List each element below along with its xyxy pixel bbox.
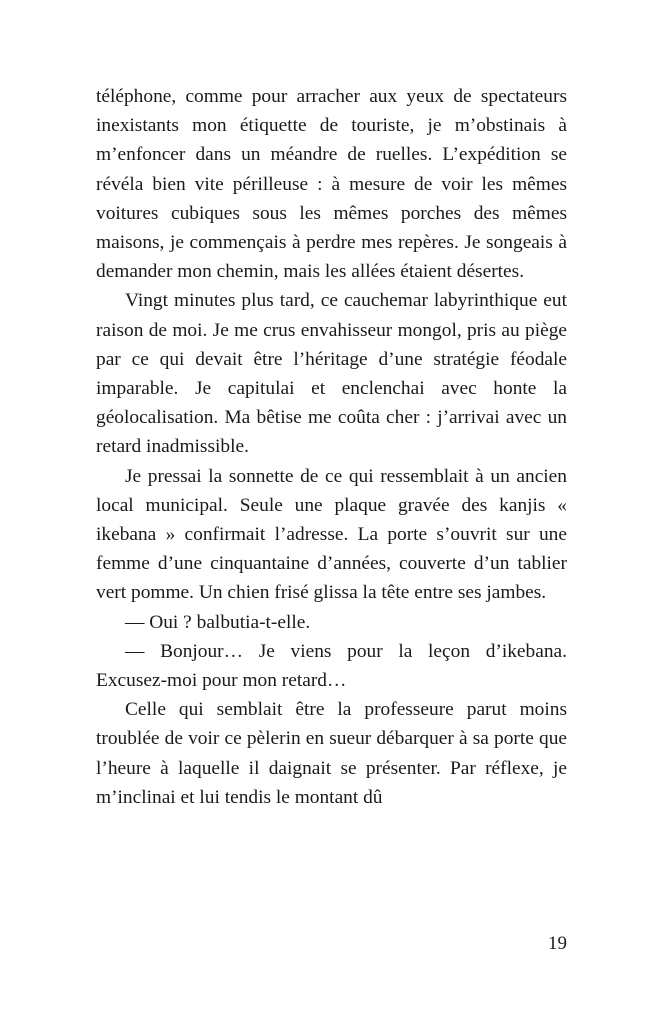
dialogue-line-1: — Oui ? balbutia-t-elle. [125, 611, 311, 633]
paragraph-6: Celle qui semblait être la professeure parut moins troublée de voir ce pèlerin en sueur débarquer à sa porte que l’heure à laquelle il daignait se présenter. Par réflexe, je m’inclinai et lui tendis le montant dû [96, 699, 567, 808]
page-number: 19 [548, 933, 567, 954]
paragraph-3: Je pressai la sonnette de ce qui ressemblait à un ancien local municipal. Seule une plaque gravée des kanjis « ikebana » confirmait l’adresse. La porte s’ouvrit sur une femme d’une cinquantaine d’années, couverte d’un tablier vert pomme. Un chien frisé glissa la tête entre ses jambes. [96, 465, 567, 604]
body-text [96, 82, 567, 812]
paragraph-2: Vingt minutes plus tard, ce cauchemar labyrinthique eut raison de moi. Je me crus envahisseur mongol, pris au piège par ce qui devait être l’héritage d’une stratégie féodale imparable. Je capitulai et enclenchai avec honte la géolocalisation. Ma bêtise me coûta cher : j’arrivai avec un retard inadmissible. [96, 290, 567, 458]
dialogue-line-2: — Bonjour… Je viens pour la leçon d’ikebana. Excusez-moi pour mon retard… [96, 640, 567, 692]
paragraph-1: téléphone, comme pour arracher aux yeux de spectateurs inexistants mon étiquette de touriste, je m’obstinais à m’enfoncer dans un méandre de ruelles. L’expédition se révéla bien vite périlleuse : à mesure de voir les mêmes voitures cubiques sous les mêmes porches des mêmes maisons, je commençais à perdre mes repères. Je songeais à demander mon chemin, mais les allées étaient désertes. [96, 86, 567, 283]
